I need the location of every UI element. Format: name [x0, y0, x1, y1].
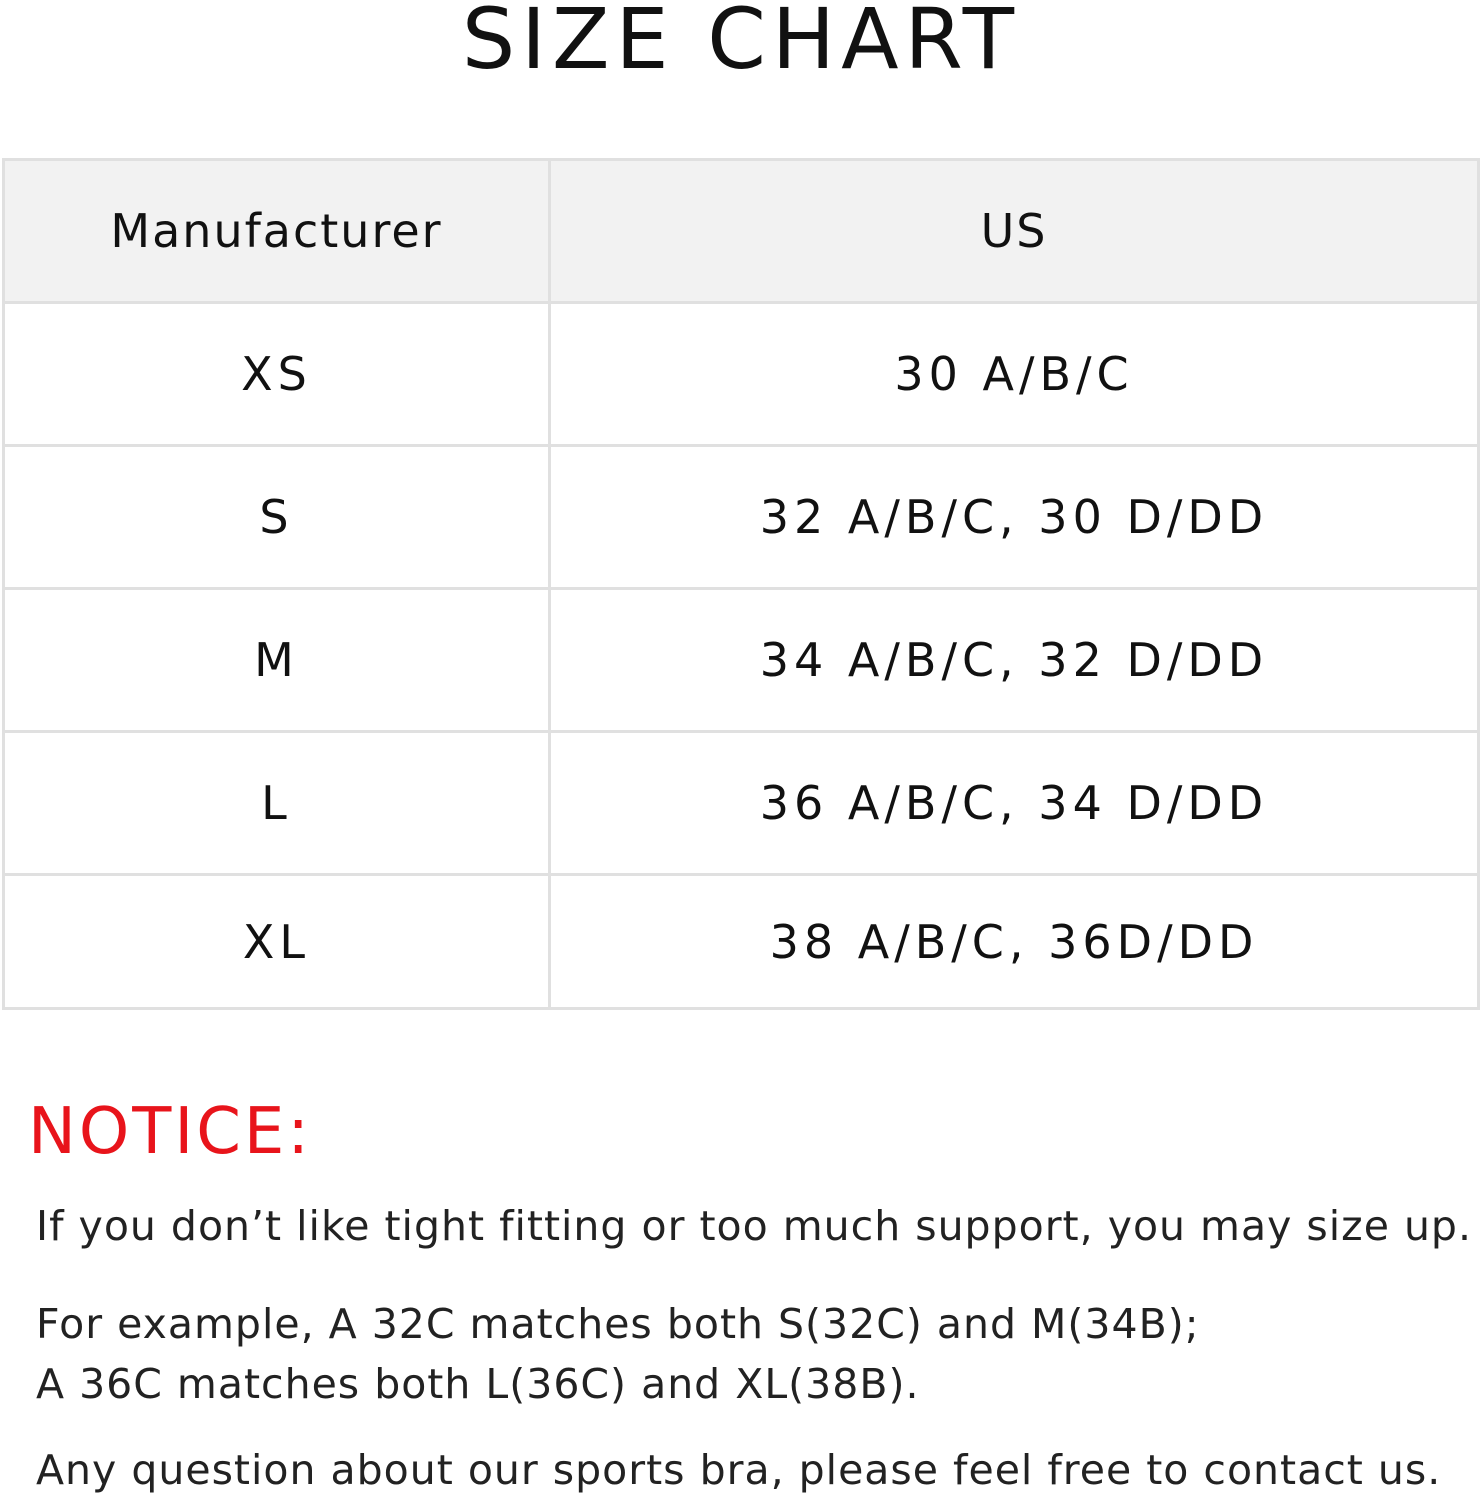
table-row: [4, 303, 1479, 446]
us-size-cell: 36 A/B/C, 34 D/DD: [550, 732, 1479, 875]
notice-line-contact: Any question about our sports bra, please feel free to contact us.: [36, 1446, 1442, 1494]
table-header-row: [4, 160, 1479, 303]
page-title: SIZE CHART: [461, 0, 1021, 88]
column-header-us: US: [550, 160, 1479, 303]
manufacturer-size-cell: XS: [4, 303, 550, 446]
table-row: [4, 446, 1479, 589]
us-size-cell: 38 A/B/C, 36D/DD: [550, 875, 1479, 1009]
manufacturer-size-cell: L: [4, 732, 550, 875]
table-row: [4, 589, 1479, 732]
notice-line-example-1: For example, A 32C matches both S(32C) and M(34B);: [36, 1300, 1200, 1348]
notice-heading: NOTICE:: [28, 1095, 312, 1169]
us-size-cell: 32 A/B/C, 30 D/DD: [550, 446, 1479, 589]
table-row: [4, 732, 1479, 875]
notice-line-size-up: If you don’t like tight fitting or too much support, you may size up.: [36, 1202, 1472, 1250]
table-row: [4, 875, 1479, 1009]
manufacturer-size-cell: M: [4, 589, 550, 732]
size-chart-table: [2, 158, 1480, 1010]
manufacturer-size-cell: XL: [4, 875, 550, 1009]
manufacturer-size-cell: S: [4, 446, 550, 589]
column-header-manufacturer: Manufacturer: [4, 160, 550, 303]
us-size-cell: 30 A/B/C: [550, 303, 1479, 446]
notice-line-example-2: A 36C matches both L(36C) and XL(38B).: [36, 1360, 920, 1408]
us-size-cell: 34 A/B/C, 32 D/DD: [550, 589, 1479, 732]
